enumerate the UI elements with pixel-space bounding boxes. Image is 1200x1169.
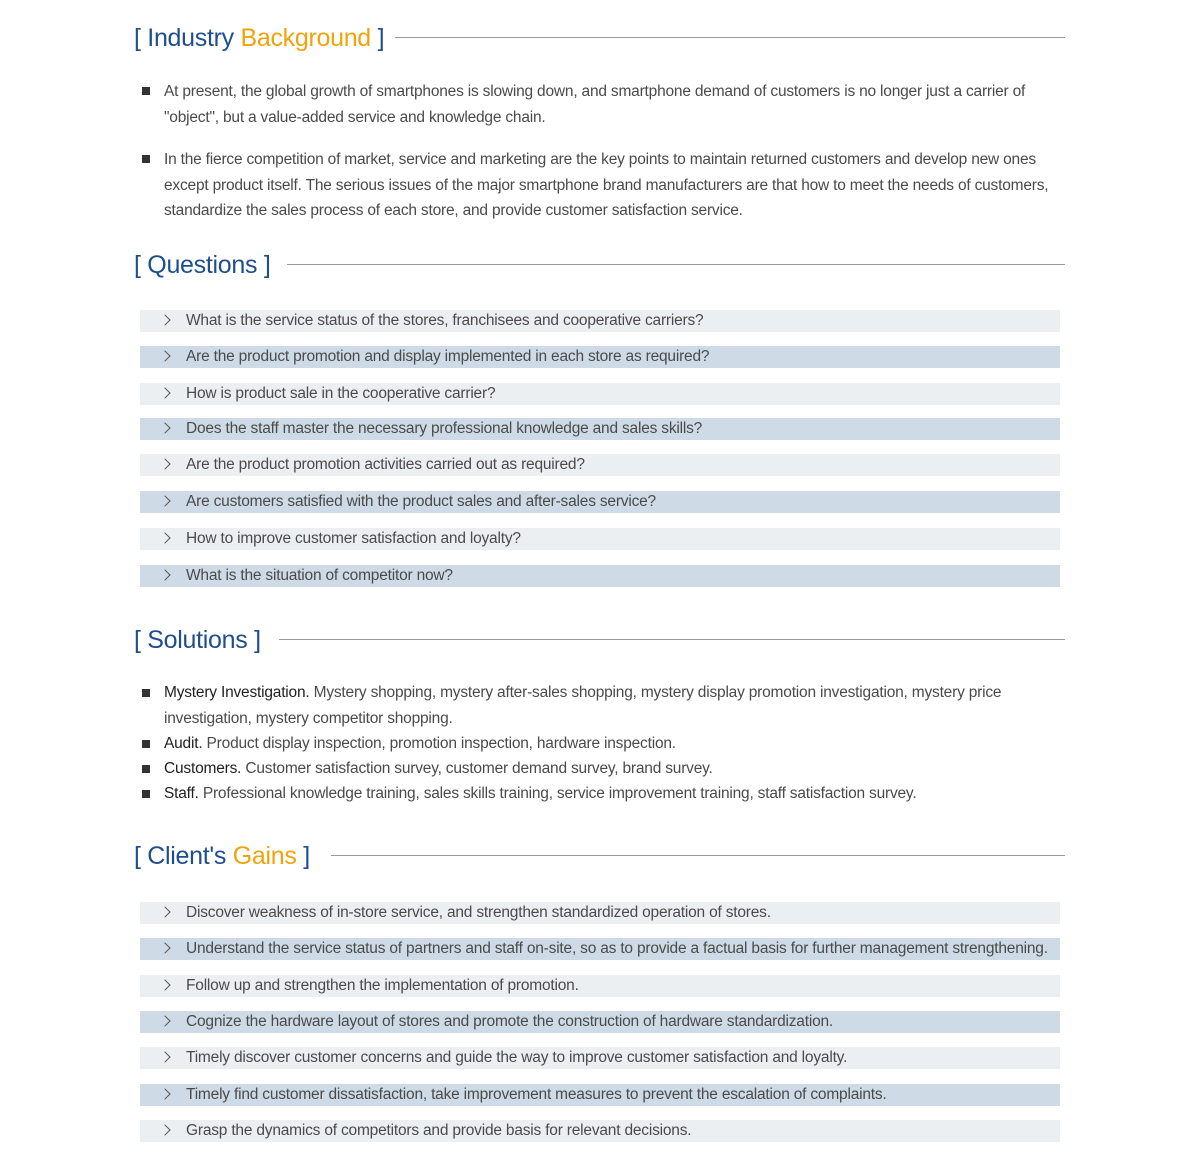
- solution-item: [140, 781, 1080, 807]
- bracket-open: [: [134, 842, 148, 870]
- question-text: How is product sale in the cooperative carrier?: [186, 385, 496, 402]
- bracket-open: [: [134, 626, 148, 654]
- gain-row: [140, 1120, 1060, 1142]
- chevron-right-icon: [159, 979, 170, 990]
- chevron-right-icon: [159, 458, 170, 469]
- question-row: [140, 491, 1060, 513]
- question-text: Are customers satisfied with the product sales and after-sales service?: [186, 493, 656, 510]
- gain-row: [140, 902, 1060, 924]
- bracket-close: ]: [257, 251, 271, 279]
- bracket-open: [: [134, 24, 148, 52]
- solution-item: [140, 731, 1080, 757]
- solution-text: Professional knowledge training, sales skills training, service improvement training, staff satisfaction survey.: [202, 785, 917, 802]
- section-divider: [287, 264, 1065, 265]
- section-divider: [331, 855, 1065, 856]
- section-title-questions: [134, 248, 270, 282]
- gain-text: Grasp the dynamics of competitors and provide basis for relevant decisions.: [186, 1122, 692, 1139]
- square-bullet-icon: [142, 87, 150, 95]
- chevron-right-icon: [159, 1088, 170, 1099]
- title-main: Questions: [147, 251, 258, 279]
- title-accent: Gains: [232, 842, 297, 870]
- section-divider: [279, 639, 1065, 640]
- solution-text: Mystery shopping, mystery after-sales shopping, mystery display promotion investigation, mystery price investigation, mystery competitor shopping.: [164, 684, 1002, 727]
- gain-row: [140, 975, 1060, 997]
- chevron-right-icon: [159, 942, 170, 953]
- gain-row: [140, 1011, 1060, 1033]
- square-bullet-icon: [142, 765, 150, 773]
- square-bullet-icon: [142, 155, 150, 163]
- gain-row: [140, 1084, 1060, 1106]
- question-text: How to improve customer satisfaction and loyalty?: [186, 530, 521, 547]
- question-row: [140, 418, 1060, 440]
- gain-text: Discover weakness of in-store service, and strengthen standardized operation of stores.: [186, 904, 771, 921]
- question-row: [140, 383, 1060, 405]
- paragraph-text: At present, the global growth of smartphones is slowing down, and smartphone demand of customers is no longer just a carrier of "object", but a value-added service and knowledge chain.: [164, 83, 1026, 126]
- bracket-close: ]: [370, 24, 385, 52]
- bracket-open: [: [134, 251, 148, 279]
- gain-text: Follow up and strengthen the implementation of promotion.: [186, 977, 579, 994]
- question-text: What is the situation of competitor now?: [186, 567, 453, 584]
- gain-text: Timely find customer dissatisfaction, take improvement measures to prevent the escalation of complaints.: [186, 1086, 887, 1103]
- chevron-right-icon: [159, 1051, 170, 1062]
- question-row: [140, 310, 1060, 332]
- section-title-industry-background: [134, 21, 384, 55]
- section-title-clients-gains: [134, 839, 310, 873]
- section-title-solutions: [134, 623, 261, 657]
- paragraph-text: In the fierce competition of market, service and marketing are the key points to maintain returned customers and develop new ones except product itself. The serious issues of the major smartphone brand manufacturers are that how to meet the needs of customers, standardize the sales process of each store, and provide customer satisfaction service.: [164, 151, 1049, 219]
- section-divider: [395, 37, 1065, 38]
- chevron-right-icon: [159, 495, 170, 506]
- industry-paragraph: [140, 79, 1080, 130]
- title-accent: Background: [240, 24, 371, 52]
- square-bullet-icon: [142, 689, 150, 697]
- square-bullet-icon: [142, 790, 150, 798]
- question-text: Does the staff master the necessary professional knowledge and sales skills?: [186, 420, 703, 437]
- square-bullet-icon: [142, 740, 150, 748]
- chevron-right-icon: [159, 350, 170, 361]
- gain-text: Cognize the hardware layout of stores and promote the construction of hardware standardization.: [186, 1013, 834, 1030]
- title-main: Client's: [147, 842, 227, 870]
- chevron-right-icon: [159, 1015, 170, 1026]
- solution-item: [140, 680, 1010, 731]
- solution-lead: Audit.: [164, 735, 203, 752]
- chevron-right-icon: [159, 532, 170, 543]
- solution-lead: Staff.: [164, 785, 199, 802]
- chevron-right-icon: [159, 1124, 170, 1135]
- bracket-close: ]: [247, 626, 261, 654]
- chevron-right-icon: [159, 314, 170, 325]
- solution-item: [140, 756, 1080, 782]
- question-text: Are the product promotion activities carried out as required?: [186, 456, 585, 473]
- solution-lead: Mystery Investigation.: [164, 684, 310, 701]
- gain-text: Timely discover customer concerns and guide the way to improve customer satisfaction and loyalty.: [186, 1049, 848, 1066]
- chevron-right-icon: [159, 569, 170, 580]
- gain-row: [140, 938, 1060, 960]
- gain-row: [140, 1047, 1060, 1069]
- question-row: [140, 346, 1060, 368]
- solution-text: Customer satisfaction survey, customer demand survey, brand survey.: [245, 760, 713, 777]
- question-row: [140, 565, 1060, 587]
- question-text: What is the service status of the stores, franchisees and cooperative carriers?: [186, 312, 704, 329]
- title-main: Solutions: [147, 626, 248, 654]
- solution-lead: Customers.: [164, 760, 242, 777]
- question-row: [140, 454, 1060, 476]
- bracket-close: ]: [296, 842, 310, 870]
- question-text: Are the product promotion and display implemented in each store as required?: [186, 348, 710, 365]
- chevron-right-icon: [159, 387, 170, 398]
- industry-paragraph: [140, 147, 1080, 224]
- title-main: Industry: [147, 24, 234, 52]
- chevron-right-icon: [159, 422, 170, 433]
- question-row: [140, 528, 1060, 550]
- chevron-right-icon: [159, 906, 170, 917]
- solution-text: Product display inspection, promotion inspection, hardware inspection.: [206, 735, 676, 752]
- gain-text: Understand the service status of partners and staff on-site, so as to provide a factual basis for further management strengthening.: [186, 940, 1048, 957]
